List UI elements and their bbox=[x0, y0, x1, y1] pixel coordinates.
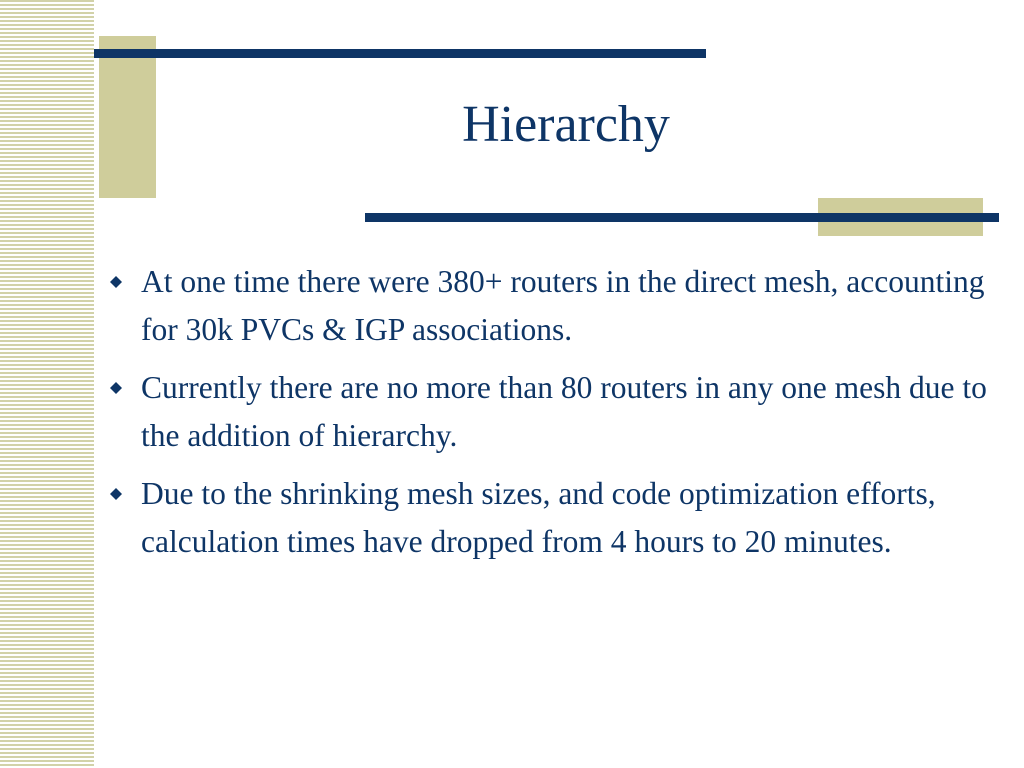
bullet-item bbox=[104, 364, 989, 460]
diamond-bullet-icon bbox=[106, 470, 126, 518]
title-rule-bottom bbox=[365, 213, 999, 222]
bullet-item bbox=[104, 258, 989, 354]
bullet-text: Due to the shrinking mesh sizes, and code optimization efforts, calculation times have dropped from 4 hours to 20 minutes. bbox=[141, 476, 936, 559]
bullet-text: At one time there were 380+ routers in the direct mesh, accounting for 30k PVCs & IGP associations. bbox=[141, 264, 985, 347]
decorative-side-stripes bbox=[0, 0, 94, 768]
diamond-bullet-icon bbox=[106, 258, 126, 306]
decorative-accent-block-top bbox=[99, 36, 156, 198]
slide-title: Hierarchy bbox=[462, 96, 670, 153]
title-rule-top bbox=[94, 49, 706, 58]
bullet-list bbox=[104, 258, 989, 576]
bullet-text: Currently there are no more than 80 routers in any one mesh due to the addition of hierarchy. bbox=[141, 370, 987, 453]
bullet-item bbox=[104, 470, 989, 566]
diamond-bullet-icon bbox=[106, 364, 126, 412]
